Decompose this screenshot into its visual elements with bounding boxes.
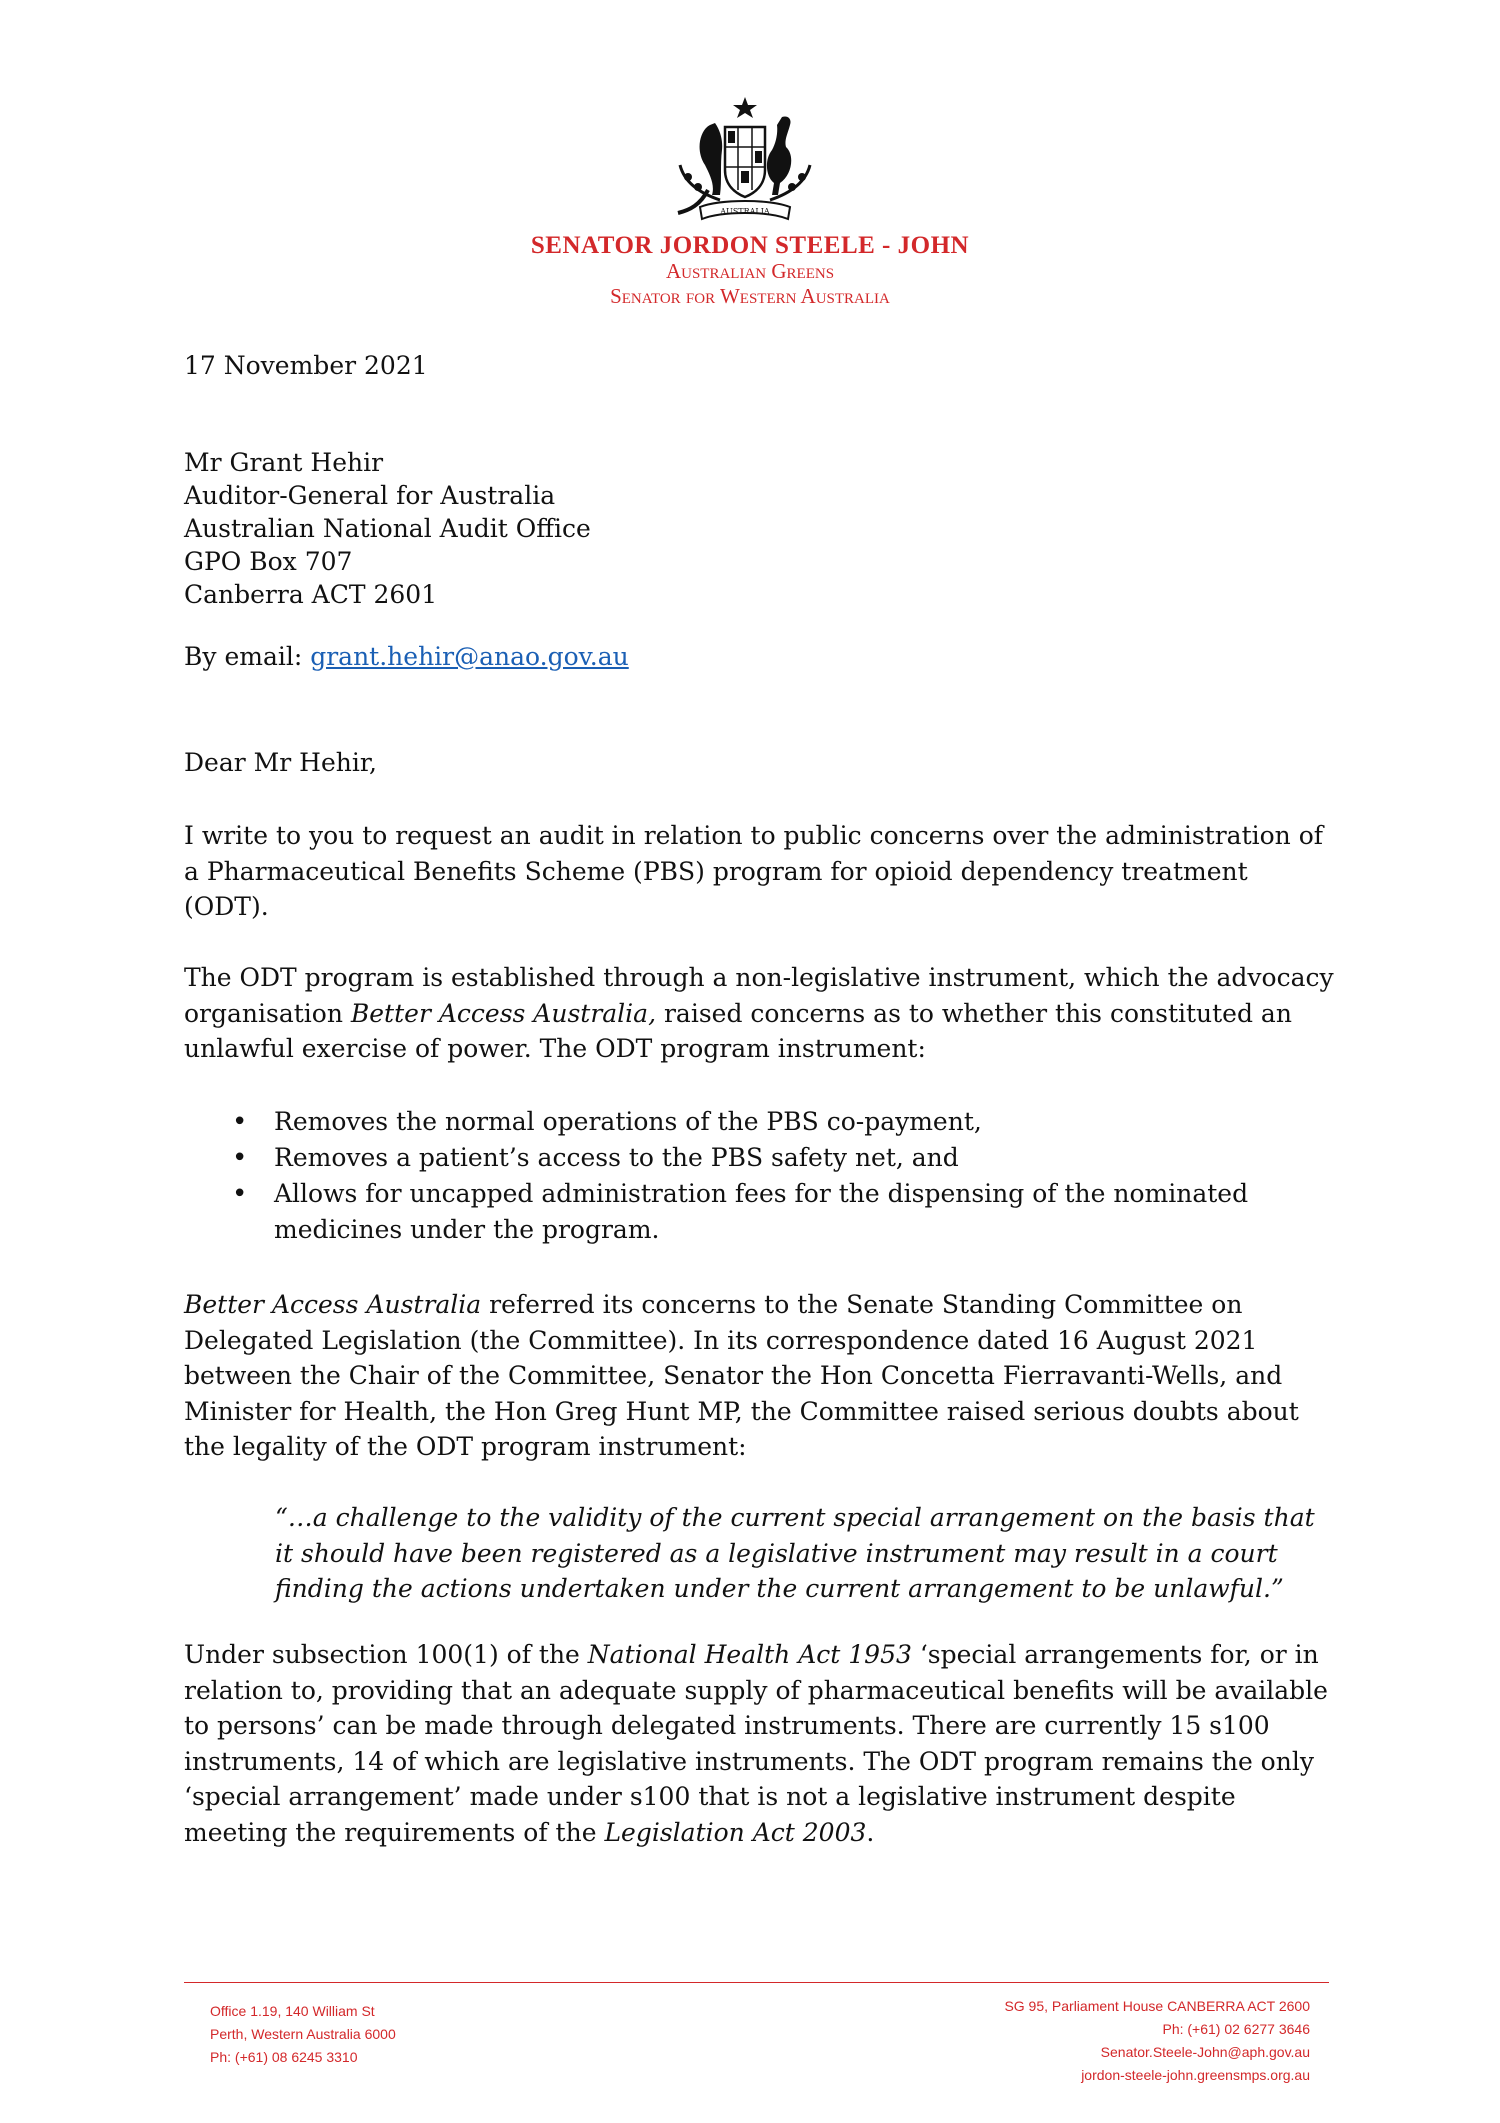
- committee-quote: “…a challenge to the validity of the current special arrangement on the basis that it should have been registered as a legislative instrument may result in a court finding the actions undertaken under the current arrangement to be unlawful.”: [275, 1503, 1315, 1603]
- letter-date: 17 November 2021: [184, 351, 428, 380]
- footer-line: Perth, Western Australia 6000: [210, 2026, 396, 2042]
- list-item: • Removes a patient’s access to the PBS safety net, and: [232, 1140, 1332, 1176]
- footer-line: SG 95, Parliament House CANBERRA ACT 2600: [1004, 1998, 1310, 2014]
- organisation-name: Better Access Australia,: [350, 998, 657, 1028]
- paragraph-text: raised concerns as to whether this constituted an unlawful exercise of power. The ODT program instrument:: [184, 998, 1292, 1063]
- crest-scroll-text: AUSTRALIA: [720, 207, 770, 216]
- recipient-line: Australian National Audit Office: [184, 514, 591, 543]
- paragraph-text: Under subsection 100(1) of the: [184, 1640, 588, 1669]
- act-title: National Health Act 1953: [587, 1640, 912, 1669]
- list-item: • Allows for uncapped administration fees for the dispensing of the nominated medicines under the program.: [232, 1176, 1332, 1248]
- recipient-address: [184, 446, 1334, 611]
- footer-line: Office 1.19, 140 William St: [210, 2003, 375, 2019]
- footer-perth-office: [210, 2000, 396, 2069]
- letterhead-party: Australian Greens: [665, 259, 835, 283]
- coat-of-arms-icon: [660, 95, 830, 230]
- recipient-line: Auditor-General for Australia: [184, 481, 556, 510]
- footer-line: Ph: (+61) 02 6277 3646: [1162, 2021, 1310, 2037]
- instrument-effects-list: [232, 1104, 1332, 1248]
- footer-canberra-office: [1004, 1995, 1310, 2087]
- paragraph-committee: [184, 1287, 1334, 1465]
- paragraph-s100: [184, 1637, 1334, 1850]
- email-label: By email:: [184, 642, 311, 671]
- recipient-line: GPO Box 707: [184, 547, 353, 576]
- letterhead-subtitle: Senator for Western Australia: [610, 284, 890, 308]
- paragraph-text: ‘special arrangements for, or in relation to, providing that an adequate supply of pharmaceutical benefits will be available to persons’ can be made through delegated instruments. There are currently 15 s100 instruments, 14 of which are legislative instruments. The ODT program remains the only ‘special arrangement’ made under s100 that is not a legislative instrument despite meeting the requirements of the: [184, 1640, 1328, 1847]
- footer-divider: [184, 1982, 1329, 1983]
- footer-email[interactable]: Senator.Steele-John@aph.gov.au: [1100, 2044, 1310, 2060]
- paragraph-text: The ODT program is established through a non-legislative instrument, which the advocacy organisation: [184, 963, 1334, 1028]
- footer-line: Ph: (+61) 08 6245 3310: [210, 2049, 358, 2065]
- act-title: Legislation Act 2003: [604, 1817, 867, 1847]
- paragraph-text: referred its concerns to the Senate Standing Committee on Delegated Legislation (the Committee). In its correspondence dated 16 August 2021 between the Chair of the Committee, Senator the Hon Concetta Fierravanti-Wells, and Minister for Health, the Hon Greg Hunt MP, the Committee raised serious doubts about the legality of the ODT program instrument:: [184, 1290, 1299, 1461]
- salutation: Dear Mr Hehir,: [184, 748, 377, 777]
- paragraph-intro: I write to you to request an audit in relation to public concerns over the administration of a Pharmaceutical Benefits Scheme (PBS) program for opioid dependency treatment (ODT).: [184, 821, 1324, 921]
- footer-website[interactable]: jordon-steele-john.greensmps.org.au: [1081, 2067, 1310, 2083]
- paragraph-text: .: [866, 1817, 875, 1847]
- recipient-line: Canberra ACT 2601: [184, 580, 438, 609]
- email-link[interactable]: grant.hehir@anao.gov.au: [310, 642, 629, 671]
- recipient-line: Mr Grant Hehir: [184, 448, 384, 477]
- list-item: • Removes the normal operations of the PBS co-payment,: [232, 1104, 1332, 1140]
- paragraph-odt-program: [184, 960, 1334, 1067]
- organisation-name: Better Access Australia: [184, 1290, 482, 1319]
- letterhead-name: SENATOR JORDON STEELE - JOHN: [530, 232, 970, 259]
- email-line: [184, 639, 1334, 675]
